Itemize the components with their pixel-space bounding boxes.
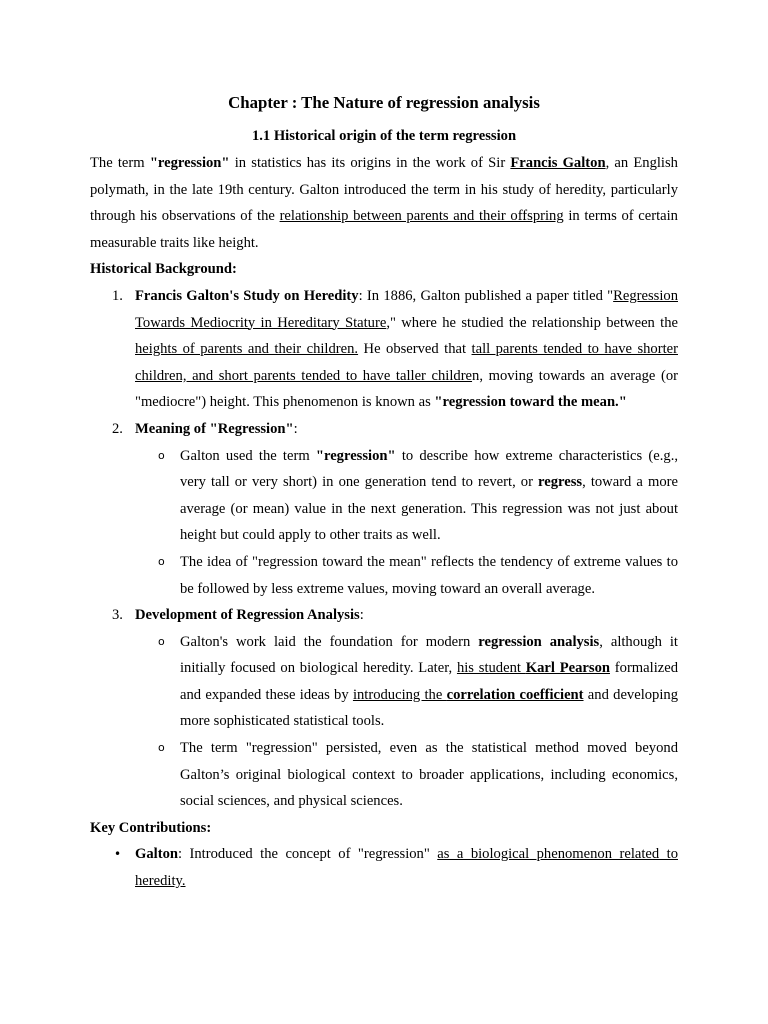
sub-text-2: to describe how extreme characteristics (e.g., very tall or very short) in one generation tend to revert, or xyxy=(180,447,679,491)
key-contributions-list xyxy=(90,841,678,894)
item-3-colon: : xyxy=(359,607,364,624)
sub-bold-regress: regress xyxy=(538,474,583,491)
list-item-meaning xyxy=(90,416,678,602)
intro-text-4: in terms of certain measurable traits like height. xyxy=(90,208,678,251)
list-number: 2. xyxy=(112,420,123,437)
intro-paragraph xyxy=(90,150,678,256)
bullet-dot-icon: • xyxy=(114,847,122,862)
item-1-paragraph xyxy=(135,283,678,416)
sub-text-3: , toward a more average (or mean) value in the next generation. This regression was not just about height but could apply to other traits as well. xyxy=(180,474,678,544)
sub-correlation-coefficient: correlation coefficient xyxy=(446,686,584,703)
list-item-galton-study xyxy=(90,283,678,416)
list-item-development xyxy=(90,602,678,815)
sub-text-2: , although it initially focused on biological heredity. Later, xyxy=(180,633,678,677)
item-2-colon: : xyxy=(293,420,298,437)
sub-text-3: formalized and expanded these ideas by xyxy=(180,660,678,703)
sub-text-4: and developing more sophisticated statistical tools. xyxy=(180,686,678,730)
circle-bullet-icon: o xyxy=(158,448,165,462)
circle-bullet-icon: o xyxy=(158,634,165,648)
sub-bold-regression-analysis: regression analysis xyxy=(478,633,600,650)
historical-list xyxy=(90,283,678,815)
item-1-underline-observation: tall parents tended to have shorter children, and short parents tended to have taller childre xyxy=(135,341,678,384)
intro-underlined-relationship: relationship between parents and their offspring xyxy=(279,208,564,225)
sub-paragraph xyxy=(180,549,678,602)
key-item-paragraph xyxy=(135,841,678,894)
section-title: 1.1 Historical origin of the term regression xyxy=(251,128,517,144)
key-item-text-1: : Introduced the concept of "regression" xyxy=(177,846,438,863)
sublist-item xyxy=(135,443,678,549)
item-1-underline-heights: heights of parents and their children. xyxy=(135,341,359,358)
sub-underline-introducing: introducing the xyxy=(352,686,447,703)
item-1-bold-title: Francis Galton's Study on Heredity xyxy=(135,287,359,304)
sublist-item xyxy=(135,735,678,815)
sub-paragraph xyxy=(180,629,678,735)
item-2-sublist xyxy=(135,443,678,603)
item-1-text-2: ," where he studied the relationship between the xyxy=(386,314,678,331)
item-1-text-1: : In 1886, Galton published a paper titled " xyxy=(358,287,614,304)
sublist-item xyxy=(135,629,678,735)
circle-bullet-icon: o xyxy=(158,741,165,755)
sub-bold-regression: "regression" xyxy=(315,447,396,464)
sub-paragraph xyxy=(180,735,678,815)
intro-bold-regression: "regression" xyxy=(149,155,230,171)
sub-text-1: The term "regression" persisted, even as the statistical method moved beyond Galton’s original biological context to broader applications, including economics, social sciences, and physical sciences. xyxy=(180,740,678,810)
intro-text-1: The term xyxy=(90,155,150,171)
chapter-title: Chapter : The Nature of regression analysis xyxy=(228,93,540,112)
key-item-bold-name: Galton xyxy=(135,846,178,863)
item-3-sublist xyxy=(135,629,678,815)
item-3-heading xyxy=(135,602,678,629)
intro-galton-name: Francis Galton xyxy=(510,155,606,171)
sub-underline-student: his student xyxy=(456,660,526,677)
historical-background-heading: Historical Background: xyxy=(90,261,237,278)
sub-karl-pearson: Karl Pearson xyxy=(525,660,610,677)
intro-text-3: , an English polymath, in the late 19th century. Galton introduced the term in his study of heredity, particularly through his observations of the xyxy=(90,155,678,225)
sub-text-1: Galton's work laid the foundation for modern xyxy=(180,633,479,650)
key-item-galton xyxy=(90,841,678,894)
sub-text-1: The idea of "regression toward the mean" reflects the tendency of extreme values to be followed by less extreme values, moving toward an overall average. xyxy=(180,553,678,597)
list-number: 3. xyxy=(112,607,123,624)
circle-bullet-icon: o xyxy=(158,554,165,568)
item-3-bold-title: Development of Regression Analysis xyxy=(135,607,360,624)
sub-text-1: Galton used the term xyxy=(180,447,316,464)
item-1-bold-regression-mean: "regression toward the mean." xyxy=(434,394,627,411)
sublist-item xyxy=(135,549,678,602)
item-2-bold-title: Meaning of "Regression" xyxy=(135,420,294,437)
intro-text-2: in statistics has its origins in the work of Sir xyxy=(229,155,511,171)
item-1-text-4: n, moving towards an average (or "mediocre") height. This phenomenon is known as xyxy=(135,367,678,411)
key-item-underline: as a biological phenomenon related to heredity. xyxy=(135,846,678,890)
item-2-heading xyxy=(135,416,678,443)
sub-paragraph xyxy=(180,443,678,549)
item-1-text-3: He observed that xyxy=(358,341,472,358)
item-1-paper-title: Regression Towards Mediocrity in Hereditary Stature xyxy=(135,287,678,331)
key-contributions-heading: Key Contributions: xyxy=(90,819,212,836)
document-body xyxy=(90,90,678,895)
list-number: 1. xyxy=(112,287,123,304)
